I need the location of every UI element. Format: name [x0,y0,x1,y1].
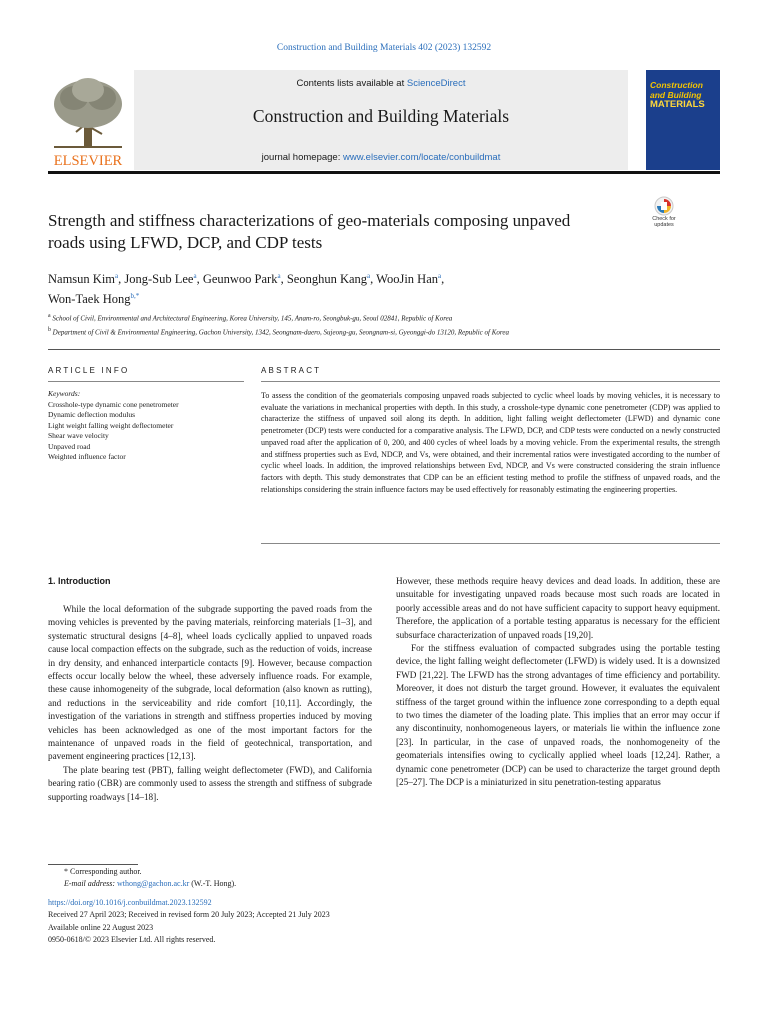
check-for-updates-badge[interactable] [646,196,682,232]
keyword: Crosshole-type dynamic cone penetrometer [48,399,179,409]
author-name[interactable]: Jong-Sub Lee [124,272,194,287]
cover-title-line-3: MATERIALS [650,99,705,110]
crossmark-icon [646,196,682,216]
abstract-divider [261,381,720,382]
author-affiliation-mark[interactable]: a [115,272,119,280]
body-paragraph: For the stiffness evaluation of compacted subgrades using the portable testing device, the light falling weight deflectometer (LFWD) is widely used. It is a downsized FWD [21,22]. The LFWD has the strong advantages of time efficiency and portability. Moreover, it does not disturb the target ground. However, it evaluates the equivalent stiffness of the target ground within the influence zone corresponding to a depth equal to two times the diameter of the loading plate. This implies that an error may occur if any discontinuity, nonhomogeneous layers, or materials lie within the influence zone [23]. In particular, in the case of unpaved roads, the nonhomogeneity of the geomaterials intensifies owing to cyclically applied wheel loads [12,24]. Rather, a dynamic cone penetrometer (DCP) can be used to characterize the target ground depth [25–27]. The DCP is a miniaturized in situ penetration-testing apparatus [396,643,720,788]
email-suffix: (W.-T. Hong). [189,879,237,889]
author-email-link[interactable]: wthong@gachon.ac.kr [117,879,190,889]
body-column-right [396,575,720,790]
article-info-divider [48,381,244,382]
abstract-bottom-divider [261,543,720,544]
email-label: E-mail address: [64,879,116,889]
footnotes [48,866,720,946]
sciencedirect-link[interactable]: ScienceDirect [406,78,466,89]
affiliation-a-text: School of Civil, Environmental and Architectural Engineering, Korea University, 145, Anam-ro, Seongbuk-gu, Seoul 02841, Republic of Korea [52,314,453,323]
homepage-line [134,152,628,163]
received-dates: Received 27 April 2023; Received in revised form 20 July 2023; Accepted 21 July 2023 [48,910,330,920]
journal-cover-thumbnail[interactable] [646,70,720,170]
keyword: Light weight falling weight deflectometer [48,420,174,430]
affiliation-b: $^b$ Department of Civil & Environmental Engineering, Gachon University, 1342, Seongnam-daero, Sujeong-gu, Seongnam-si, Gyeonggi-do 13120, Republic of Korea [48,327,509,337]
contents-line [134,78,628,89]
elsevier-logo[interactable] [48,70,128,170]
abstract-text: To assess the condition of the geomaterials composing unpaved roads subjected to cyclic wheel loads by moving vehicles, it is necessary to evaluate the variations in mechanical properties with depth. In this study, a crosshole-type dynamic cone penetrometer (CDP) was applied to characterize the stiffness of unpaved soil along its depth. In addition, light falling weight deflectometer (LFWD) and dynamic cone penetrometer (DCP) tests were conducted for a comparative analysis. The LFWD, DCP, and CDP tests were conducted on a newly constructed unpaved road after the application of 0, 200, and 400 cycles of wheel loads by a moving vehicle. From the experimental results, the strength and stiffness properties such as Evd, NDCP, and Vs, were obtained, and their incremental ratios were investigated according to the number of cyclic wheel loads. In addition, the improved relationships between Evd, NDCP, and Vs were constructed considering the strain influence factors with depth. This study demonstrates that CDP can be an efficient testing method to profile the stiffness of unpaved roads, and the relationships considering the strain influence factors may be used effectively for reasonably estimating the engineering properties. [261,391,720,494]
author-list: Namsun Kim$^a$, Jong-Sub Lee$^a$, Geunwoo Park$^a$, Seonghun Kang$^a$, WooJin Han$^a$, Won-Taek Hong$^{b,*}$ [48,272,445,307]
body-paragraph: The plate bearing test (PBT), falling weight deflectometer (FWD), and California bearing ratio (CBR) are commonly used to assess the strength and stiffness of subgrade supporting roadways [14–18]. [48,764,372,802]
author-name[interactable]: WooJin Han [376,272,439,287]
introduction-heading: 1. Introduction [48,576,111,586]
journal-title[interactable]: Construction and Building Materials [252,106,510,126]
keyword: Shear wave velocity [48,431,109,440]
available-online: Available online 22 August 2023 [48,922,154,932]
keyword: Dynamic deflection modulus [48,410,136,419]
author-name[interactable]: Namsun Kim [48,272,116,287]
cover-title [650,80,716,110]
corresponding-author-note: * Corresponding author. [64,867,142,876]
author-affiliation-mark[interactable]: a [438,272,442,280]
front-matter-divider [48,349,720,350]
article-info-heading: ARTICLE INFO [48,366,130,375]
elsevier-tree-icon [48,70,128,170]
affiliation-b-text: Department of Civil & Environmental Engineering, Gachon University, 1342, Seongnam-daero, Sujeong-gu, Seongnam-si, Gyeonggi-do 13120, Republic of Korea [52,328,509,337]
author-name[interactable]: Seonghun Kang [286,272,368,287]
journal-masthead [48,70,628,170]
body-paragraph: However, these methods require heavy devices and dead loads. In addition, these are unsuitable for investigating unpaved roads because most such roads are located in poorly accessible areas and do not have sufficient capacity to support heavy equipment. Therefore, the application of a portable testing apparatus is necessary for the efficient subsurface characterization of unpaved roads [19,20]. [396,576,720,640]
keywords-label: Keywords: [48,389,81,398]
cover-title-line-2: and Building [650,90,702,100]
affiliation-a: $^a$ School of Civil, Environmental and Architectural Engineering, Korea University, 145, Anam-ro, Seongbuk-gu, Seoul 02841, Republic of Korea [48,313,453,323]
body-column-left [48,603,372,804]
elsevier-wordmark: ELSEVIER [53,153,123,169]
author-name[interactable]: Won-Taek Hong [48,292,131,307]
keyword: Weighted influence factor [48,452,126,461]
doi-link[interactable]: https://doi.org/10.1016/j.conbuildmat.2023.132592 [48,897,212,907]
author-affiliation-mark[interactable]: a [367,272,371,280]
paper-title: Strength and stiffness characterizations of geo-materials composing unpaved roads using LFWD, DCP, and CDP tests [48,211,571,252]
author-affiliation-mark[interactable]: a [193,272,197,280]
crossmark-label: Check for updates [652,216,676,228]
footnote-divider [48,864,138,865]
homepage-prefix: journal homepage: [261,152,343,163]
email-note [48,878,720,890]
author-name[interactable]: Geunwoo Park [202,272,278,287]
abstract-heading: ABSTRACT [261,366,322,375]
affiliations [48,310,720,339]
journal-citation[interactable]: Construction and Building Materials 402 (2023) 132592 [276,43,492,53]
copyright: 0950-0618/© 2023 Elsevier Ltd. All rights reserved. [48,935,216,945]
body-paragraph: While the local deformation of the subgrade supporting the paved roads from the moving vehicles is prevented by the paving materials, reinforcing materials [1–3], and systematic structural designs [4–8], wheel loads cyclically applied to unpaved roads cause local compaction effects on the subgrade, such as the reduction of voids, increase in dry density, and enhanced interparticle contacts [9]. However, because compaction effects occur locally below the wheel, these adversely influence roads. For example, these cause inhomogeneity of the subgrade, local deformation (also known as rutting), and reductions in the serviceability and ride comfort [10,11]. Accordingly, the investigation of the variations in strength and stiffness properties induced by moving vehicles has been acknowledged as one of the most important factors for the maintenance of unpaved roads in the field of geotechnical, transportation, and pavement engineering practices [12,13]. [48,604,372,762]
journal-homepage-link[interactable]: www.elsevier.com/locate/conbuildmat [342,152,501,163]
keywords-list [48,389,244,463]
contents-prefix: Contents lists available at [296,78,407,89]
cover-title-line-1: Construction [650,80,703,90]
author-affiliation-mark[interactable]: a [277,272,281,280]
corresponding-author-text: Corresponding author. [70,867,142,876]
header-divider [48,171,720,174]
keyword: Unpaved road [48,441,91,451]
author-affiliation-mark[interactable]: b,* [130,292,140,301]
journal-banner [134,70,628,170]
